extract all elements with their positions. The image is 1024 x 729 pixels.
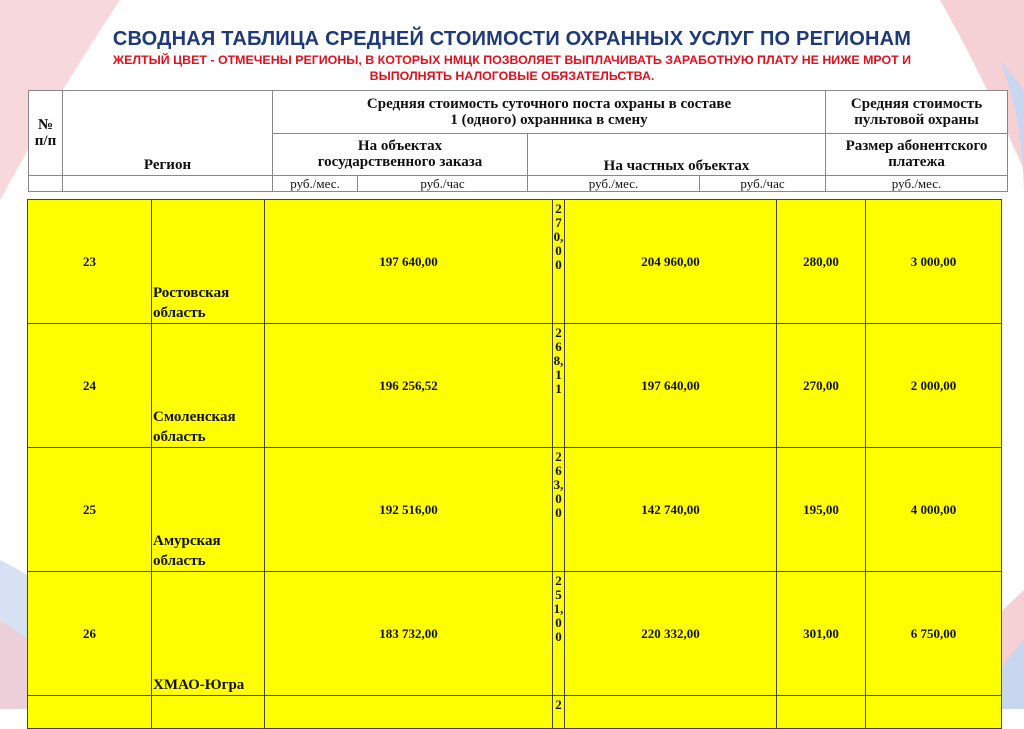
row-number: 26	[28, 572, 152, 696]
unit-private-hour: руб./час	[700, 176, 826, 192]
row-private-month	[565, 696, 777, 729]
region-line-1: Смоленская	[153, 409, 236, 425]
unit-fee-month: руб./мес.	[826, 176, 1008, 192]
row-fee	[866, 696, 1002, 729]
row-number: 24	[28, 324, 152, 448]
header-gov-objects: На объектах государственного заказа	[273, 133, 528, 176]
row-region	[152, 572, 265, 696]
region-line-2: область	[153, 553, 206, 569]
row-gov-month	[265, 696, 553, 729]
header-number: № п/п	[29, 91, 63, 176]
row-private-hour: 301,00	[777, 572, 866, 696]
units-empty-1	[29, 176, 63, 192]
row-number: 23	[28, 200, 152, 324]
table-row	[28, 324, 1002, 448]
row-fee: 6 750,00	[866, 572, 1002, 696]
unit-gov-hour: руб./час	[358, 176, 528, 192]
header-table	[28, 90, 1008, 192]
row-private-month: 220 332,00	[565, 572, 777, 696]
page-title: СВОДНАЯ ТАБЛИЦА СРЕДНЕЙ СТОИМОСТИ ОХРАННЫХ УСЛУГ ПО РЕГИОНАМ	[112, 28, 912, 50]
row-gov-hour: 251,00	[553, 572, 565, 696]
row-private-hour: 270,00	[777, 324, 866, 448]
header-remote-security: Средняя стоимость пультовой охраны	[826, 91, 1008, 134]
row-region	[152, 696, 265, 729]
unit-private-month: руб./мес.	[528, 176, 700, 192]
region-line-1: ХМАО-Югра	[153, 677, 245, 693]
table-row	[28, 448, 1002, 572]
row-region	[152, 324, 265, 448]
region-line-1: Ростовская	[153, 285, 230, 301]
subtitle-line-2: ВЫПОЛНЯТЬ НАЛОГОВЫЕ ОБЯЗАТЕЛЬСТВА.	[369, 69, 655, 83]
header-private-objects: На частных объектах	[528, 133, 826, 176]
row-private-hour: 195,00	[777, 448, 866, 572]
row-gov-month: 197 640,00	[265, 200, 553, 324]
region-line-2: область	[153, 429, 206, 445]
subtitle-line-1: ЖЕЛТЫЙ ЦВЕТ - ОТМЕЧЕНЫ РЕГИОНЫ, В КОТОРЫХ НМЦК ПОЗВОЛЯЕТ ВЫПЛАЧИВАТЬ ЗАРАБОТНУЮ ПЛАТУ НЕ НИЖЕ МРОТ И	[112, 53, 912, 67]
page-subtitle	[20, 52, 1004, 84]
row-fee: 4 000,00	[866, 448, 1002, 572]
data-table	[27, 199, 1002, 729]
row-fee: 3 000,00	[866, 200, 1002, 324]
table-row	[28, 572, 1002, 696]
row-fee: 2 000,00	[866, 324, 1002, 448]
table-row	[28, 200, 1002, 324]
region-line-1: Амурская	[153, 533, 221, 549]
row-region	[152, 448, 265, 572]
header-subscription-fee: Размер абонентского платежа	[826, 133, 1008, 176]
header-region: Регион	[63, 91, 273, 176]
row-gov-month: 196 256,52	[265, 324, 553, 448]
row-number: 25	[28, 448, 152, 572]
row-gov-hour: 270,00	[553, 200, 565, 324]
row-gov-month: 192 516,00	[265, 448, 553, 572]
region-line-2: область	[153, 305, 206, 321]
row-gov-month: 183 732,00	[265, 572, 553, 696]
row-private-hour: 280,00	[777, 200, 866, 324]
row-number	[28, 696, 152, 729]
table-row	[28, 696, 1002, 729]
row-gov-hour: 263,00	[553, 448, 565, 572]
row-private-month: 142 740,00	[565, 448, 777, 572]
row-private-month: 197 640,00	[565, 324, 777, 448]
row-gov-hour: 268,11	[553, 324, 565, 448]
header-daily-post: Средняя стоимость суточного поста охраны в составе 1 (одного) охранника в смену	[273, 91, 826, 134]
row-region	[152, 200, 265, 324]
row-private-month: 204 960,00	[565, 200, 777, 324]
row-gov-hour: 2	[553, 696, 565, 729]
unit-gov-month: руб./мес.	[273, 176, 358, 192]
units-empty-2	[63, 176, 273, 192]
row-private-hour	[777, 696, 866, 729]
